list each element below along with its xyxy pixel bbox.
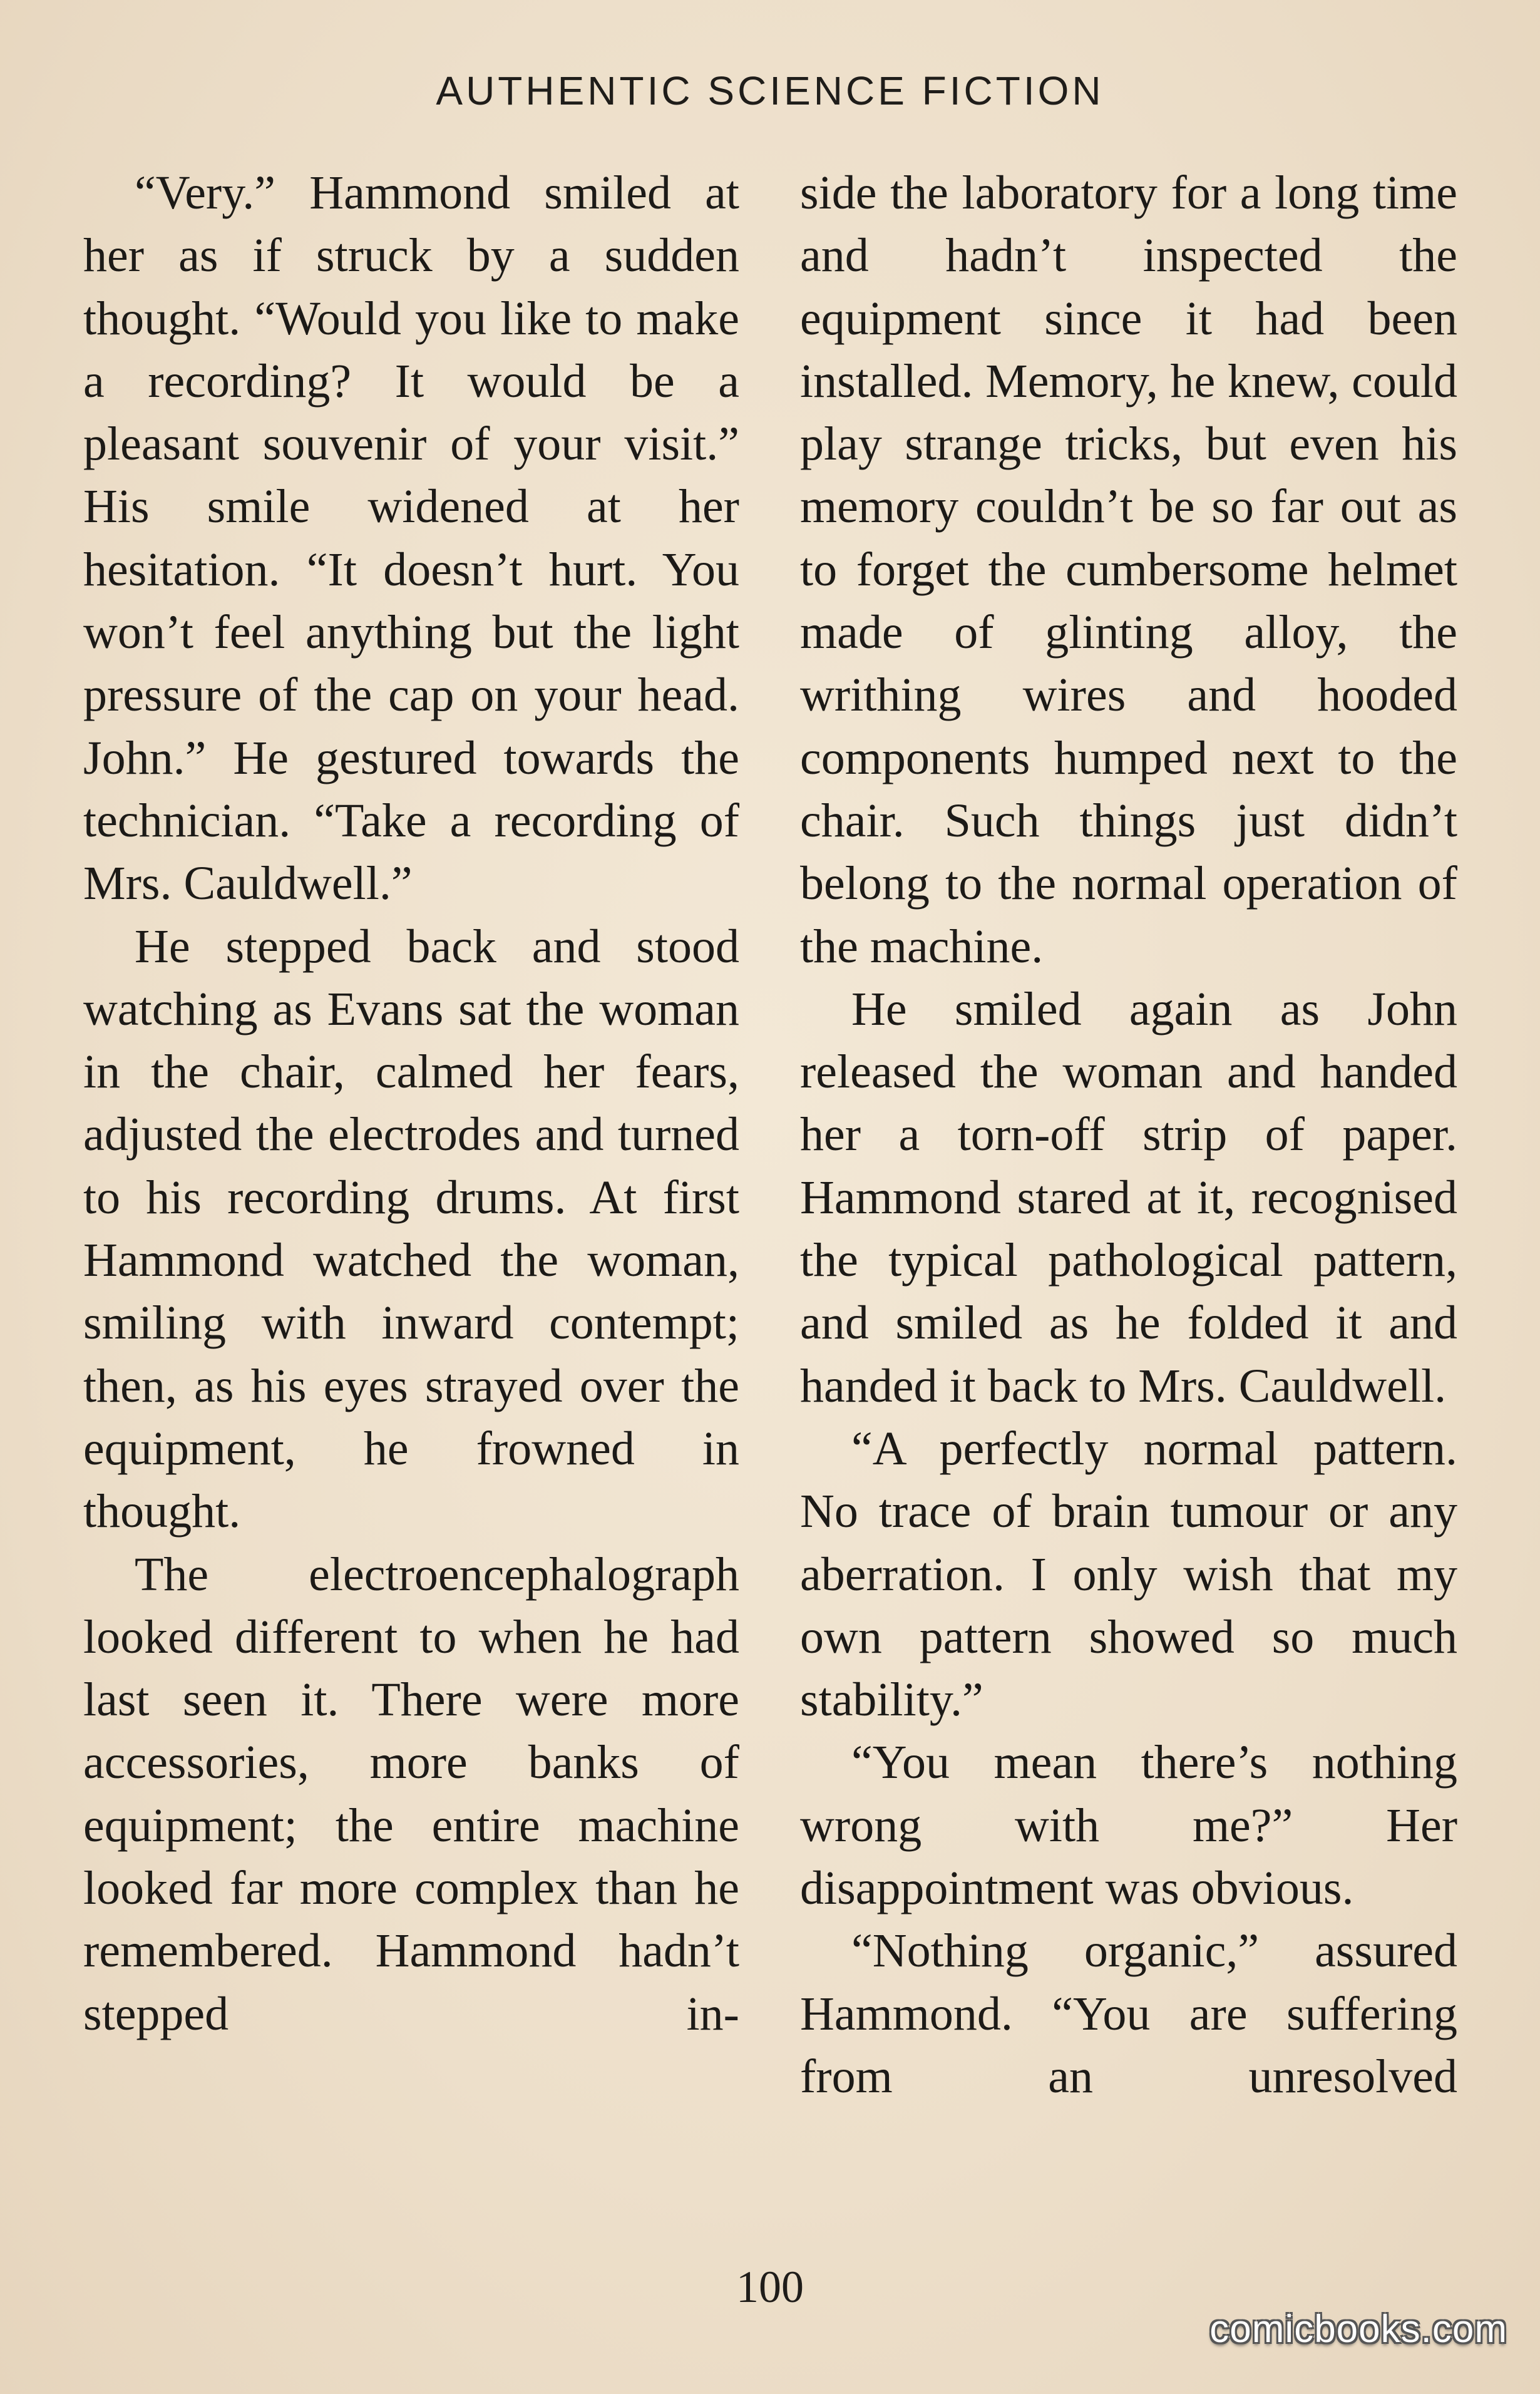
paragraph: “Very.” Hammond smiled at her as if struck by a sudden thought. “Would you like to make a recording? It would be a pleasant souvenir of your visit.” His smile widened at her hesitation. “It doesn’t hurt. You won’t feel anything but the light pressure of the cap on your head. John.” He gestured towards the technician. “Take a recording of Mrs. Cauldwell.” [83, 167, 739, 910]
paragraph: He stepped back and stood watching as Evans sat the woman in the chair, calmed her fears, adjusted the electrodes and turned to his recording drums. At first Hammond watched the woman, smiling with inward contempt; then, as his eyes strayed over the equipment, he frowned in thought. [83, 920, 739, 1538]
paragraph: The electroencephalograph looked different to when he had last seen it. There were more accessories, more banks of equipment; the entire machine looked far more complex than he remembered. Hammond hadn’t stepped in- [83, 1548, 739, 2040]
right-column [800, 162, 1457, 2108]
paragraph: “A perfectly normal pattern. No trace of brain tumour or any aberration. I only wish that my own pattern showed so much stability.” [800, 1422, 1457, 1727]
paragraph-continued: side the laboratory for a long time and hadn’t inspected the equipment since it had been installed. Memory, he knew, could play strange tricks, but even his memory couldn’t be so far out as to forget the cumbersome helmet made of glinting alloy, the writhing wires and hooded components humped next to the chair. Such things just didn’t belong to the normal operation of the machine. [800, 167, 1457, 973]
page-number: 100 [736, 2262, 804, 2312]
watermark-logo: comicbooks.com [1209, 2308, 1507, 2351]
paragraph: “You mean there’s nothing wrong with me?” Her disappointment was obvious. [800, 1736, 1457, 1915]
left-column [83, 162, 739, 2045]
running-header: AUTHENTIC SCIENCE FICTION [436, 68, 1104, 113]
paragraph: He smiled again as John released the woman and handed her a torn-off strip of paper. Hammond stared at it, recognised the typical pathological pattern, and smiled as he folded it and handed it back to Mrs. Cauldwell. [800, 982, 1457, 1412]
paragraph: “Nothing organic,” assured Hammond. “You are suffering from an unresolved [800, 1924, 1457, 2103]
